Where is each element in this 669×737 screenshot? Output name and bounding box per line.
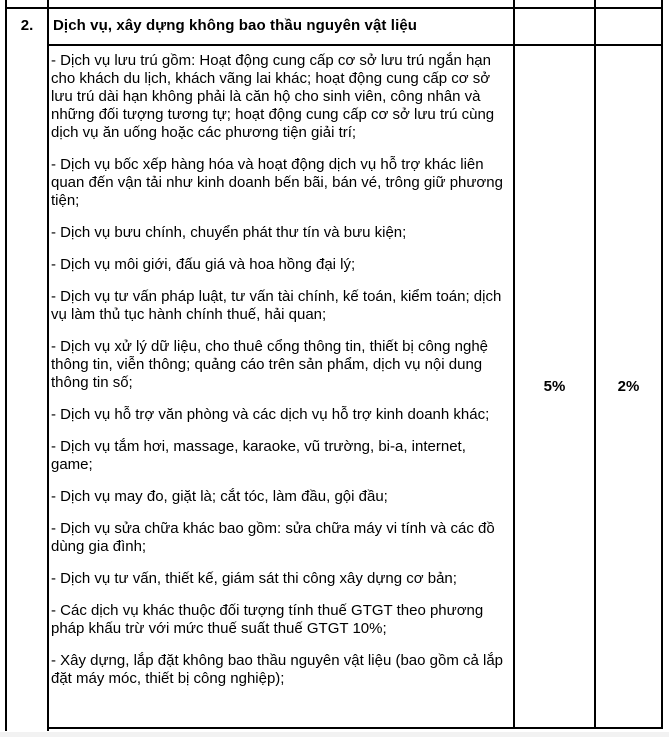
service-item: - Dịch vụ sửa chữa khác bao gồm: sửa chữa máy vi tính và các đồ dùng gia đình; <box>51 520 495 555</box>
service-item: - Dịch vụ lưu trú gồm: Hoạt động cung cấp cơ sở lưu trú ngắn hạn cho khách du lịch, khách vãng lai khác; hoạt động cung cấp cơ sở lưu trú dài hạn không phải là căn hộ cho sinh viên, công nhân và những đối tượng tương tự; hoạt động cung cấp cơ sở lưu trú cùng dịch vụ ăn uống hoặc các phương tiện giải trí; <box>51 52 495 141</box>
row-title-cell <box>49 7 513 44</box>
service-item: - Dịch vụ tắm hơi, massage, karaoke, vũ trường, bi-a, internet, game; <box>51 438 466 473</box>
service-item: - Dịch vụ xử lý dữ liệu, cho thuê cổng thông tin, thiết bị công nghệ thông tin, viễn thông; quảng cáo trên sản phẩm, dịch vụ nội dung thông tin số; <box>51 338 489 391</box>
service-item: - Dịch vụ tư vấn pháp luật, tư vấn tài chính, kế toán, kiểm toán; dịch vụ làm thủ tục hành chính thuế, hải quan; <box>51 288 502 323</box>
vat-rate-value: 5% <box>543 378 566 395</box>
service-item: - Dịch vụ môi giới, đấu giá và hoa hồng đại lý; <box>51 256 356 273</box>
row-title: Dịch vụ, xây dựng không bao thầu nguyên vật liệu <box>53 17 418 34</box>
page-edge-strip <box>0 732 669 737</box>
service-item: - Các dịch vụ khác thuộc đối tượng tính thuế GTGT theo phương pháp khấu trừ với mức thuế suất thuế GTGT 10%; <box>51 602 484 637</box>
table-border-left <box>5 0 7 731</box>
vat-rate-cell <box>515 46 594 727</box>
services-description-cell <box>49 46 513 727</box>
service-item: - Dịch vụ bốc xếp hàng hóa và hoạt động dịch vụ hỗ trợ khác liên quan đến vận tải như kinh doanh bến bãi, bán vé, trông giữ phương tiện; <box>51 156 503 209</box>
service-item: - Xây dựng, lắp đặt không bao thầu nguyên vật liệu (bao gồm cả lắp đặt máy móc, thiết bị công nghiệp); <box>51 652 504 687</box>
table-border-right <box>661 0 663 729</box>
pit-rate-cell <box>596 46 661 727</box>
table-row-bottom-border <box>47 727 663 729</box>
service-item: - Dịch vụ hỗ trợ văn phòng và các dịch vụ hỗ trợ kinh doanh khác; <box>51 406 490 423</box>
service-item: - Dịch vụ bưu chính, chuyển phát thư tín và bưu kiện; <box>51 224 407 241</box>
row-number-cell <box>5 7 49 44</box>
pit-rate-value: 2% <box>617 378 640 395</box>
row-number: 2. <box>20 17 34 34</box>
service-item: - Dịch vụ may đo, giặt là; cắt tóc, làm đầu, gội đầu; <box>51 488 388 505</box>
service-item: - Dịch vụ tư vấn, thiết kế, giám sát thi công xây dựng cơ bản; <box>51 570 457 587</box>
